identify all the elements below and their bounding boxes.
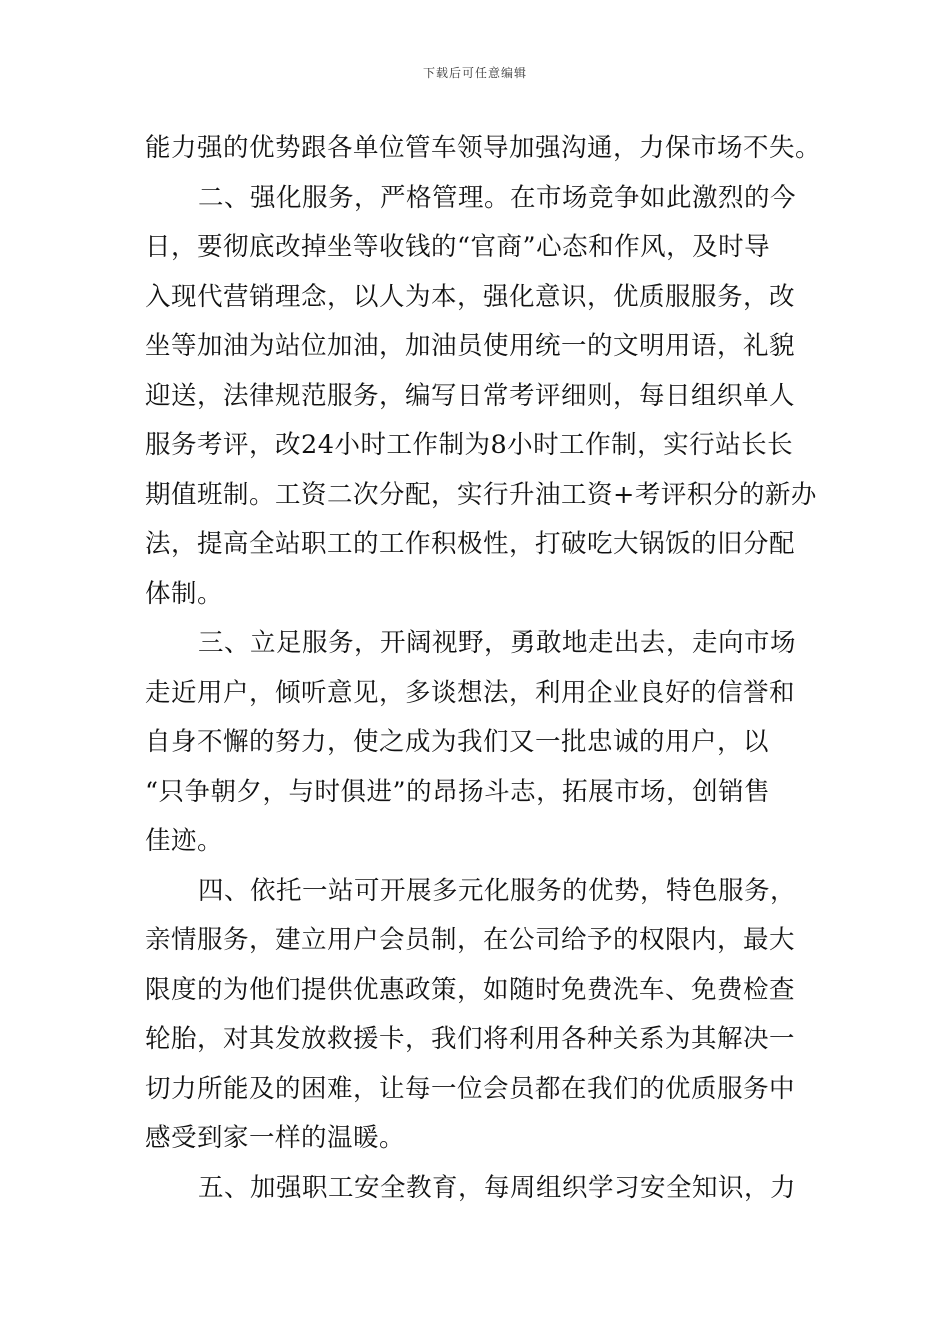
document-body — [145, 124, 822, 1213]
paragraph-3-go-to-market — [145, 619, 809, 867]
text-line: 法，提高全站职工的工作积极性，打破吃大锅饭的旧分配 — [145, 529, 796, 559]
text-line: 三、立足服务，开阔视野，勇敢地走出去，走向市场 — [198, 628, 797, 658]
text-line: 限度的为他们提供优惠政策，如随时免费洗车、免费检查 — [145, 974, 796, 1005]
text-line: “只争朝夕，与时俱进”的昂扬斗志，拓展市场，创销售 — [145, 776, 771, 807]
paragraph-2-strengthen-service — [145, 174, 817, 620]
text-line: 五、加强职工安全教育，每周组织学习安全知识，力 — [198, 1172, 797, 1203]
text-line: 佳迹。 — [145, 826, 224, 856]
paragraph-5-safety-education — [145, 1164, 809, 1214]
text-line: 入现代营销理念，以人为本，强化意识，优质服服务，改 — [145, 281, 796, 312]
text-line: 服务考评，改24小时工作制为8小时工作制，实行站长长 — [145, 430, 794, 460]
text-line: 轮胎，对其发放救援卡，我们将利用各种关系为其解决一 — [145, 1024, 796, 1054]
text-line: 迎送，法律规范服务，编写日常考评细则，每日组织单人 — [145, 380, 796, 411]
text-line: 期值班制。工资二次分配，实行升油工资+考评积分的新办 — [145, 479, 817, 510]
text-line: 能力强的优势跟各单位管车领导加强沟通，力保市场不失。 — [145, 133, 822, 163]
text-line: 切力所能及的困难，让每一位会员都在我们的优质服务中 — [145, 1073, 796, 1104]
text-line: 坐等加油为站位加油，加油员使用统一的文明用语，礼貌 — [145, 331, 796, 361]
text-line: 亲情服务，建立用户会员制，在公司给予的权限内，最大 — [145, 925, 796, 955]
text-line: 二、强化服务，严格管理。在市场竞争如此激烈的今 — [198, 182, 797, 213]
text-line: 走近用户，倾听意见，多谈想法，利用企业良好的信誉和 — [145, 677, 796, 708]
paragraph-4-diversified-service — [145, 867, 809, 1164]
text-line: 体制。 — [145, 578, 224, 609]
text-line: 感受到家一样的温暖。 — [145, 1123, 406, 1153]
paragraph-continuation — [145, 124, 822, 174]
text-line: 四、依托一站可开展多元化服务的优势，特色服务， — [198, 875, 797, 906]
page-header: 下载后可任意编辑 — [422, 66, 527, 80]
text-line: 日，要彻底改掉坐等收钱的“官商”心态和作风，及时导 — [145, 232, 771, 262]
text-line: 自身不懈的努力，使之成为我们又一批忠诚的用户，以 — [145, 727, 770, 757]
